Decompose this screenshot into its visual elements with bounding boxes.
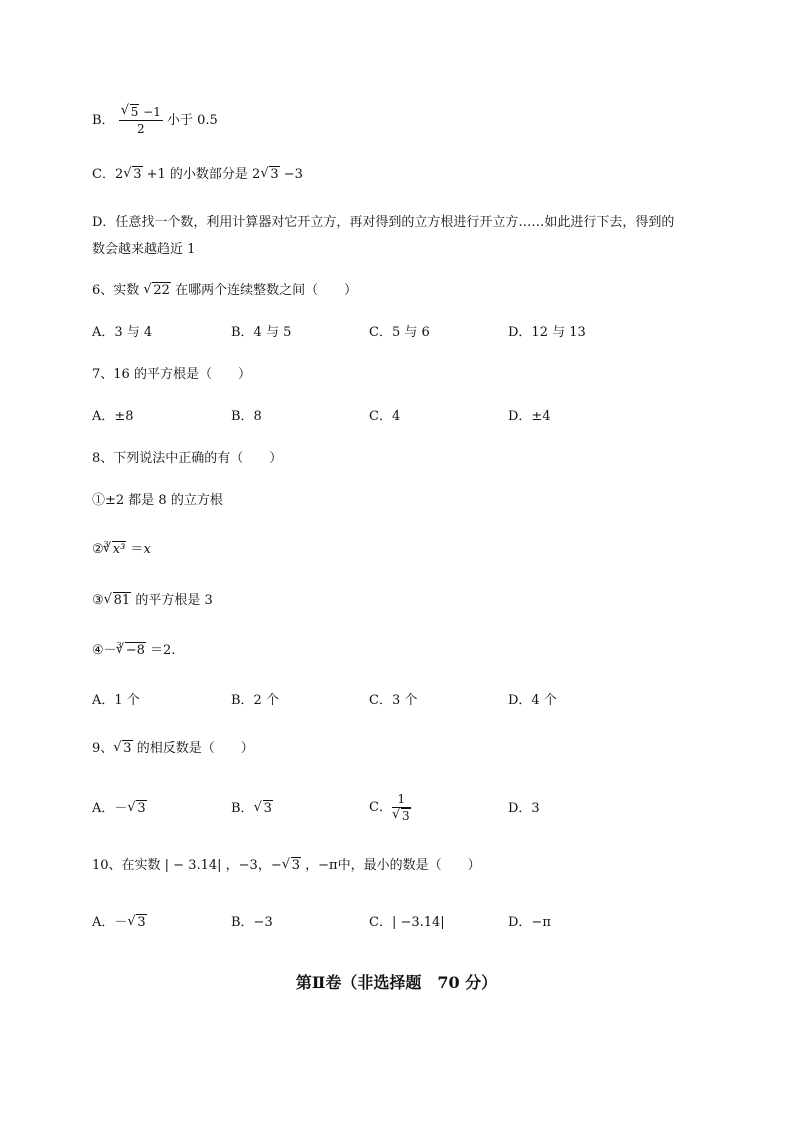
radicand: 3 (270, 167, 279, 182)
section-title: 第Ⅱ卷（非选择题 70 分） (295, 973, 498, 992)
sqrt-icon (143, 281, 171, 301)
q6-option-c: C．5 与 6 (369, 325, 430, 340)
option-label: A．－ (92, 801, 128, 816)
sqrt-icon (127, 913, 146, 933)
q8-statement-2 (92, 540, 151, 561)
option-label: A．－ (92, 915, 128, 930)
q9-stem (92, 739, 254, 759)
q10-option-c: C．| −3.14| (369, 915, 445, 930)
cube-root-icon (116, 641, 146, 661)
sqrt-icon (121, 104, 140, 120)
stem-text: 在哪两个连续整数之间（ ） (170, 283, 358, 298)
sqrt-icon (260, 165, 279, 185)
radicand: −8 (125, 643, 145, 658)
q10-option-a (92, 913, 147, 933)
radicand: 3 (133, 167, 142, 182)
radicand: 3 (137, 915, 146, 930)
q5-option-b (92, 104, 218, 137)
radicand: 3 (123, 741, 132, 756)
root-index: 3 (103, 540, 109, 549)
statement-number: ④－ (92, 643, 117, 658)
stem-text: 6、实数 (92, 283, 144, 298)
q7-option-b: B．8 (231, 409, 262, 424)
radicand: 3 (263, 801, 272, 816)
radicand: 81 (113, 593, 131, 608)
q8-option-b: B．2 个 (231, 693, 279, 708)
radicand: 3 (291, 858, 301, 873)
q9-option-d: D．3 (508, 801, 540, 816)
statement-text: 的平方根是 3 (131, 593, 213, 608)
q10-stem (92, 856, 481, 876)
q6-option-d: D．12 与 13 (508, 325, 586, 340)
variable: x (143, 542, 151, 557)
fraction (392, 791, 411, 824)
sqrt-icon (127, 799, 146, 819)
q9-option-a (92, 799, 147, 819)
sqrt-icon (113, 739, 132, 759)
radicand: 5 (130, 105, 139, 119)
q9-option-c (369, 791, 411, 824)
statement-number: ② (92, 542, 104, 557)
sqrt-icon (254, 799, 273, 819)
q10-option-d: D．−π (508, 915, 551, 930)
q7-stem: 7、16 的平方根是（ ） (92, 367, 251, 382)
q8-stem: 8、下列说法中正确的有（ ） (92, 451, 283, 466)
q7-option-c: C．4 (369, 409, 401, 424)
q8-statement-1: ①±2 都是 8 的立方根 (92, 493, 223, 508)
radicand: 3 (401, 809, 410, 823)
radicand: x³ (112, 542, 126, 557)
numerator: 1 (392, 791, 411, 808)
radicand: 22 (153, 283, 170, 298)
fraction (119, 104, 163, 137)
q5-option-c (92, 165, 303, 185)
q6-stem (92, 281, 357, 301)
q8-statement-3 (92, 591, 213, 611)
stem-text: 的相反数是（ ） (132, 741, 254, 756)
q7-option-a: A．±8 (92, 409, 134, 424)
option-label: C．2 (92, 167, 124, 182)
sqrt-icon (123, 165, 142, 185)
option-text: −3 (279, 167, 303, 182)
denominator: 2 (136, 122, 145, 136)
q10-option-b: B．−3 (231, 915, 273, 930)
sqrt-icon (392, 808, 411, 824)
q5-option-d-line1: D．任意找一个数，利用计算器对它开立方，再对得到的立方根进行开立方……如此进行下去，得到的 (92, 215, 675, 230)
q8-option-a: A．1 个 (92, 693, 140, 708)
radicand: 3 (137, 801, 146, 816)
statement-number: ③ (92, 593, 104, 608)
stem-text: ，−π中，最小的数是（ ） (301, 858, 481, 873)
stem-text: 9、 (92, 741, 114, 756)
sqrt-icon (282, 856, 301, 876)
option-label: B． (231, 801, 254, 816)
q6-option-a: A．3 与 4 (92, 325, 153, 340)
q8-option-d: D．4 个 (508, 693, 557, 708)
option-text: 小于 0.5 (167, 113, 218, 128)
option-label: B． (92, 113, 115, 128)
option-label: C． (369, 800, 392, 815)
statement-text: ＝ (126, 542, 144, 557)
q7-option-d: D．±4 (508, 409, 551, 424)
q8-statement-4 (92, 641, 175, 662)
q8-option-c: C．3 个 (369, 693, 418, 708)
sqrt-icon (104, 591, 132, 611)
statement-text: ＝2. (145, 643, 176, 658)
q5-option-d-line2: 数会越来越趋近 1 (92, 242, 196, 257)
root-index: 3 (116, 641, 122, 650)
q9-option-b (231, 799, 273, 819)
option-text: +1 的小数部分是 2 (142, 167, 261, 182)
numerator-rest: −1 (139, 105, 161, 119)
stem-text: 10、在实数 | − 3.14| ，−3，− (92, 858, 282, 873)
q6-option-b: B．4 与 5 (231, 325, 292, 340)
cube-root-icon (103, 540, 127, 560)
